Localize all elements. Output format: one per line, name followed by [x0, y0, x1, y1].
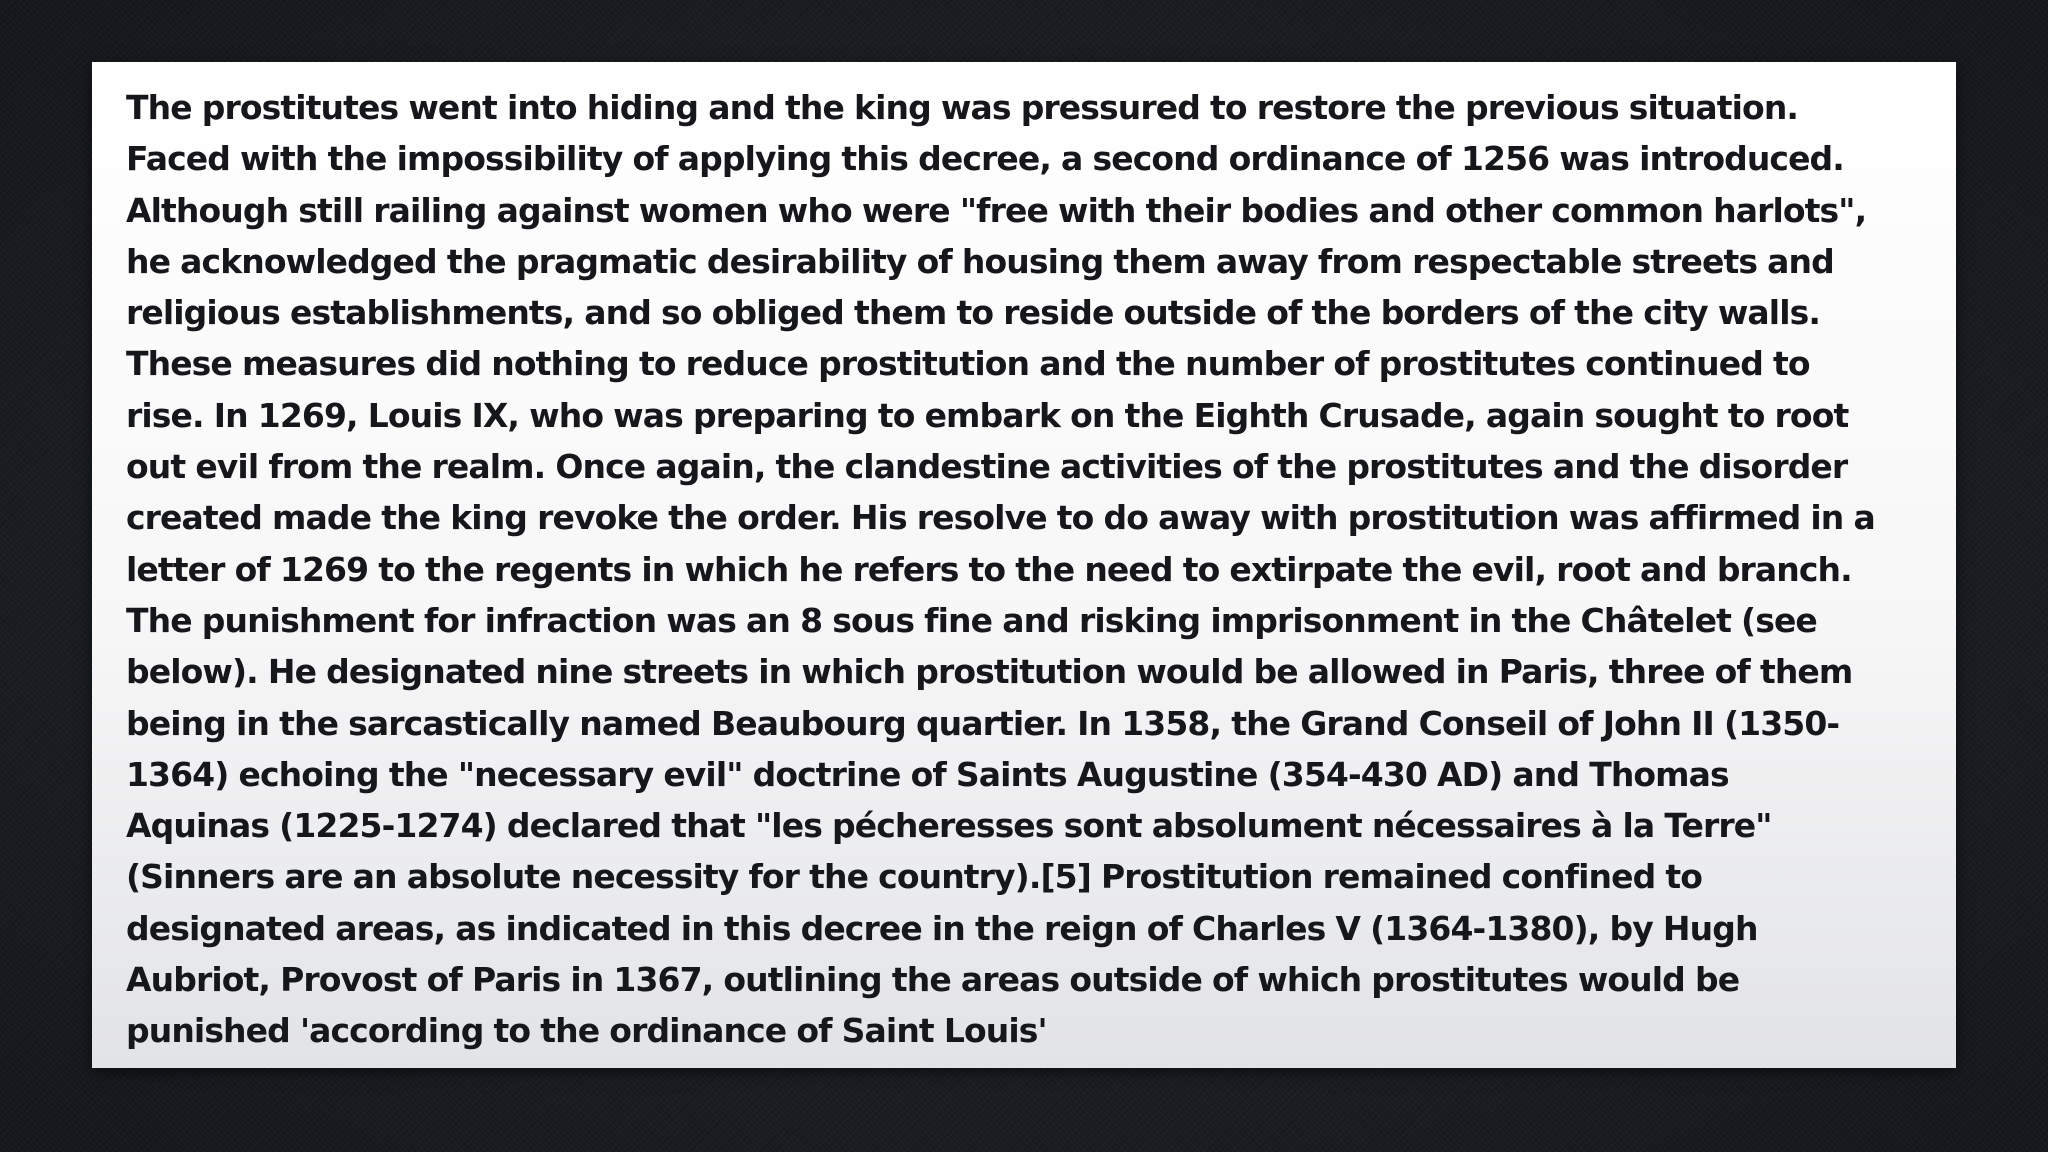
text-line: The prostitutes went into hiding and the king was pressured to restore the previous situation. — [126, 88, 1799, 127]
text-line: Aquinas (1225-1274) declared that "les pécheresses sont absolument nécessaires à la Terre" — [126, 806, 1772, 846]
text-line: created made the king revoke the order. His resolve to do away with prostitution was affirmed in a — [126, 498, 1875, 538]
text-line: Aubriot, Provost of Paris in 1367, outlining the areas outside of which prostitutes would be — [126, 960, 1740, 1000]
text-line: being in the sarcastically named Beaubourg quartier. In 1358, the Grand Conseil of John II (1350- — [126, 703, 1840, 743]
text-line: out evil from the realm. Once again, the clandestine activities of the prostitutes and the disorder — [126, 447, 1848, 487]
text-line: The punishment for infraction was an 8 sous fine and risking imprisonment in the Châtelet (see — [126, 600, 1817, 640]
text-line: These measures did nothing to reduce prostitution and the number of prostitutes continued to — [126, 344, 1810, 384]
text-line: (Sinners are an absolute necessity for the country).[5] Prostitution remained confined to — [126, 857, 1703, 897]
text-line: punished 'according to the ordinance of Saint Louis' — [126, 1011, 1047, 1051]
text-line: Faced with the impossibility of applying this decree, a second ordinance of 1256 was introduced. — [126, 139, 1844, 179]
body-paragraph — [126, 82, 1916, 1057]
text-line: religious establishments, and so obliged them to reside outside of the borders of the city walls. — [126, 293, 1821, 333]
text-line: he acknowledged the pragmatic desirability of housing them away from respectable streets and — [126, 241, 1834, 281]
text-line: designated areas, as indicated in this decree in the reign of Charles V (1364-1380), by Hugh — [126, 908, 1758, 948]
text-line: Although still railing against women who were "free with their bodies and other common harlots", — [126, 190, 1867, 230]
text-line: 1364) echoing the "necessary evil" doctrine of Saints Augustine (354-430 AD) and Thomas — [126, 754, 1729, 794]
text-line: below). He designated nine streets in which prostitution would be allowed in Paris, three of them — [126, 652, 1853, 692]
text-slide-card — [92, 62, 1956, 1068]
text-line: letter of 1269 to the regents in which he refers to the need to extirpate the evil, root and branch. — [126, 549, 1852, 589]
text-line: rise. In 1269, Louis IX, who was preparing to embark on the Eighth Crusade, again sought to root — [126, 395, 1849, 435]
